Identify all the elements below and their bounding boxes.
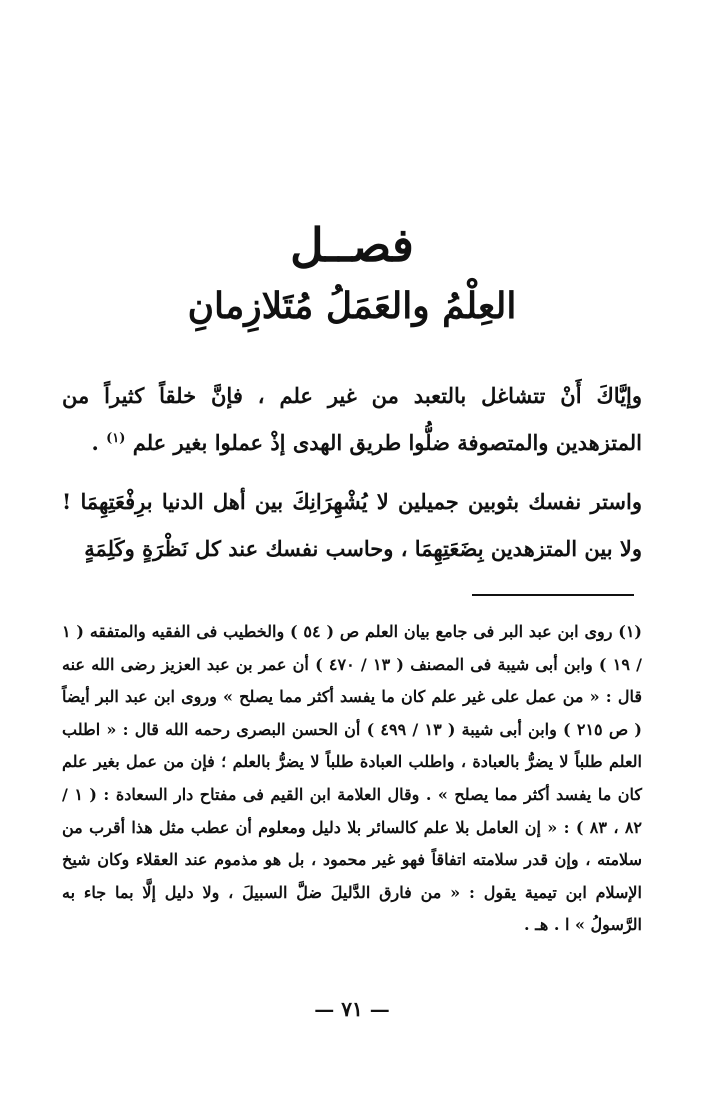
footnote-text: (١) روى ابن عبد البر فى جامع بيان العلم ص ( ٥٤ ) والخطيب فى الفقيه والمتفقه ( ١ / ١٩ ) وابن أبى شيبة فى المصنف ( ١٣ / ٤٧٠ ) أن عمر بن عبد العزيز رضى الله عنه قال : « من عمل على غير علم كان ما يفسد أكثر مما يصلح » وروى ابن عبد البر أيضاً ( ص ٢١٥ ) وابن أبى شيبة ( ١٣ / ٤٩٩ ) أن الحسن البصرى رحمه الله قال : « اطلب العلم طلباً لا يضرُّ بالعبادة ، واطلب العبادة طلباً لا يضرُّ بالعلم ؛ فإن من عمل بغير علم كان ما يفسد أكثر مما يصلح » . وقال العلامة ابن القيم فى مفتاح دار السعادة : ( ١ / ٨٢ ، ٨٣ ) : « إن العامل بلا علم كالسائر بلا دليل ومعلوم أن عطب مثل هذا أقرب من سلامته ، وإن قدر سلامته اتفاقاً فهو غير محمود ، بل هو مذموم عند العقلاء وكان شيخ الإسلام ابن تيمية يقول : « من فارق الدَّليلَ ضلَّ السبيلَ ، ولا دليل إلَّا بما جاء به الرَّسولُ » ا . هـ . xyxy=(62,622,643,935)
paragraph-2: واستر نفسك بثوبين جميلين لا يُشْهِرَانِكَ بين أهل الدنيا برِفْعَتِهِمَا ! ولا بين المتزهدين بِضَعَتِهِمَا ، وحاسب نفسك عند كل نَظْرَةٍ وكَلِمَةٍ xyxy=(62,489,642,561)
paragraph-1-lead: وإيَّاكَ xyxy=(596,383,643,408)
page-number: — ٧١ — xyxy=(314,997,390,1021)
paragraph-1-text: أَنْ تتشاغل بالتعبد من غير علم ، فإنَّ خلقاً كثيراً من المتزهدين والمتصوفة ضلُّوا طريق الهدى إذْ عملوا بغير علم xyxy=(62,383,642,455)
section-title: العِلْمُ والعَمَلُ مُتَلازِمانِ xyxy=(187,285,517,327)
footnote-reference: (١) xyxy=(106,431,126,446)
paragraph-1-end: . xyxy=(91,430,107,455)
section-heading-word: فصــل xyxy=(290,218,414,272)
paragraph-1 xyxy=(62,372,642,466)
footnote-divider xyxy=(472,594,634,596)
